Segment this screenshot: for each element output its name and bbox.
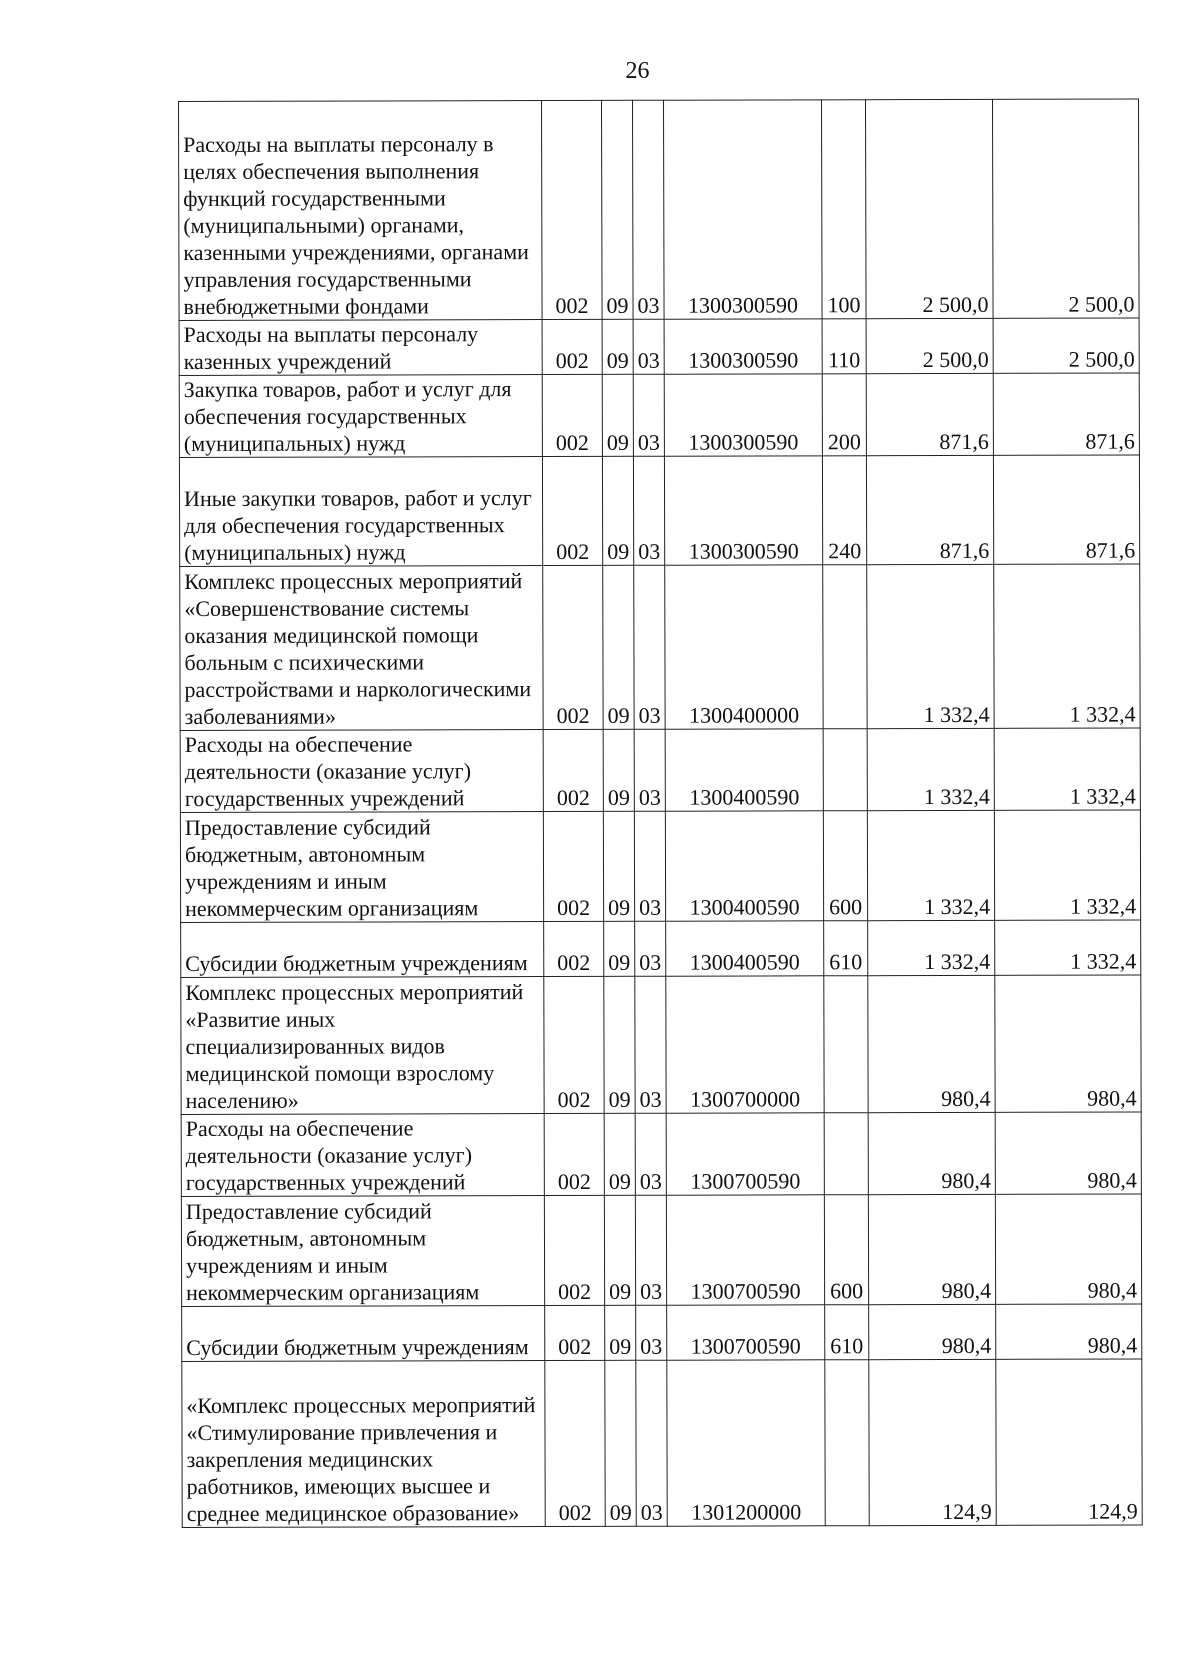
row-vr: 600 xyxy=(824,1195,868,1305)
row-name: Субсидии бюджетным учреждениям xyxy=(182,1306,545,1362)
row-name: Предоставление субсидий бюджетным, автономным учреждениям и иным некоммерческим организациям xyxy=(181,1196,544,1307)
row-ved: 002 xyxy=(544,1195,604,1305)
row-sum1: 871,6 xyxy=(866,373,993,455)
row-sum2: 1 332,4 xyxy=(994,810,1140,920)
row-vr: 110 xyxy=(822,319,866,374)
row-vr xyxy=(825,1360,869,1526)
page-number: 26 xyxy=(625,58,650,84)
row-rz: 09 xyxy=(604,921,635,976)
table-row xyxy=(181,975,1141,1115)
row-pr: 03 xyxy=(635,976,666,1113)
table-row xyxy=(181,1112,1141,1197)
row-sum1: 124,9 xyxy=(869,1359,996,1525)
row-sum2: 1 332,4 xyxy=(994,564,1140,728)
row-rz: 09 xyxy=(604,1195,635,1305)
row-vr: 100 xyxy=(821,100,866,319)
row-sum2: 871,6 xyxy=(993,455,1139,564)
row-vr: 200 xyxy=(822,374,866,456)
row-rz: 09 xyxy=(604,1113,635,1195)
row-sum1: 980,4 xyxy=(869,1304,996,1359)
row-ved: 002 xyxy=(542,319,602,374)
row-sum1: 1 332,4 xyxy=(867,728,994,810)
row-ved: 002 xyxy=(542,374,602,456)
row-sum2: 124,9 xyxy=(996,1359,1142,1525)
row-csr: 1300700590 xyxy=(666,1195,824,1305)
row-name: Комплекс процессных мероприятий «Развитие иных специализированных видов медицинской помощи взрослому населению» xyxy=(181,977,544,1115)
row-pr: 03 xyxy=(635,1195,666,1305)
row-rz: 09 xyxy=(604,976,635,1113)
table-row xyxy=(179,373,1139,458)
row-sum2: 980,4 xyxy=(995,975,1141,1112)
row-sum2: 1 332,4 xyxy=(994,728,1140,810)
row-ved: 002 xyxy=(543,729,603,811)
row-csr: 1300300590 xyxy=(663,100,822,319)
table-row xyxy=(180,810,1140,923)
budget-table xyxy=(178,98,1143,1528)
row-sum2: 2 500,0 xyxy=(992,99,1139,318)
row-name: Субсидии бюджетным учреждениям xyxy=(181,922,544,978)
row-sum2: 980,4 xyxy=(995,1112,1141,1194)
row-ved: 002 xyxy=(545,1360,605,1526)
row-csr: 1301200000 xyxy=(667,1360,825,1526)
row-ved: 002 xyxy=(545,1305,605,1360)
row-pr: 03 xyxy=(633,319,664,374)
table-row xyxy=(179,318,1139,376)
row-rz: 09 xyxy=(601,100,633,319)
row-sum2: 871,6 xyxy=(993,373,1139,455)
row-pr: 03 xyxy=(634,729,665,811)
table-row xyxy=(182,1359,1142,1528)
row-sum1: 2 500,0 xyxy=(865,99,993,318)
table-row xyxy=(179,99,1140,321)
row-sum2: 980,4 xyxy=(996,1304,1142,1359)
row-rz: 09 xyxy=(602,374,633,456)
row-vr: 610 xyxy=(824,921,868,976)
row-csr: 1300400000 xyxy=(665,565,823,729)
row-rz: 09 xyxy=(605,1305,636,1360)
row-sum1: 1 332,4 xyxy=(867,810,994,920)
row-ved: 002 xyxy=(544,921,604,976)
row-pr: 03 xyxy=(635,921,666,976)
row-pr: 03 xyxy=(633,374,664,456)
row-pr: 03 xyxy=(633,456,664,565)
row-name: Предоставление субсидий бюджетным, автономным учреждениям и иным некоммерческим организациям xyxy=(180,812,543,923)
table-row xyxy=(182,1304,1142,1362)
row-sum2: 980,4 xyxy=(995,1194,1141,1304)
row-ved: 002 xyxy=(543,811,603,921)
row-name: Комплекс процессных мероприятий «Совершенствование системы оказания медицинской помощи больным с психическими расстройствами и наркологическими заболеваниями» xyxy=(180,566,543,731)
row-csr: 1300300590 xyxy=(664,456,822,565)
row-sum1: 980,4 xyxy=(868,975,995,1112)
row-rz: 09 xyxy=(602,319,633,374)
table-row xyxy=(180,728,1140,813)
row-rz: 09 xyxy=(603,729,634,811)
row-ved: 002 xyxy=(544,976,604,1113)
row-pr: 03 xyxy=(632,100,664,319)
table-row xyxy=(181,920,1141,978)
row-pr: 03 xyxy=(636,1360,667,1526)
row-vr: 600 xyxy=(823,811,867,921)
row-csr: 1300300590 xyxy=(664,319,822,374)
row-vr xyxy=(824,1113,868,1195)
row-name: Расходы на выплаты персоналу казенных учреждений xyxy=(179,320,542,376)
row-vr xyxy=(823,565,867,729)
row-csr: 1300700590 xyxy=(667,1305,825,1360)
row-name: Расходы на выплаты персоналу в целях обеспечения выполнения функций государственными (муниципальными) органами, казенными учреждениями, органами управления государственными внебюджетными фондами xyxy=(179,101,543,321)
row-name: «Комплекс процессных мероприятий «Стимулирование привлечения и закрепления медицинских работников, имеющих высшее и среднее медицинское образование» xyxy=(182,1361,545,1528)
row-rz: 09 xyxy=(605,1360,636,1526)
row-sum2: 1 332,4 xyxy=(995,920,1141,975)
row-name: Иные закупки товаров, работ и услуг для обеспечения государственных (муниципальных) нужд xyxy=(179,457,542,567)
row-vr: 610 xyxy=(825,1305,869,1360)
table-row xyxy=(179,455,1139,567)
row-vr xyxy=(824,976,868,1113)
row-csr: 1300300590 xyxy=(664,374,822,456)
row-ved: 002 xyxy=(543,565,603,729)
row-pr: 03 xyxy=(635,1113,666,1195)
row-sum1: 1 332,4 xyxy=(867,564,994,728)
row-csr: 1300400590 xyxy=(666,921,824,976)
row-name: Расходы на обеспечение деятельности (оказание услуг) государственных учреждений xyxy=(181,1114,544,1197)
row-name: Расходы на обеспечение деятельности (оказание услуг) государственных учреждений xyxy=(180,730,543,813)
row-csr: 1300700000 xyxy=(666,976,824,1113)
row-rz: 09 xyxy=(602,456,633,565)
row-csr: 1300700590 xyxy=(666,1113,824,1195)
row-sum1: 2 500,0 xyxy=(866,318,993,373)
row-sum1: 1 332,4 xyxy=(868,920,995,975)
row-ved: 002 xyxy=(542,456,602,565)
row-csr: 1300400590 xyxy=(665,811,823,921)
row-pr: 03 xyxy=(636,1305,667,1360)
row-vr xyxy=(823,729,867,811)
row-pr: 03 xyxy=(634,811,665,921)
row-sum1: 871,6 xyxy=(866,455,993,564)
row-csr: 1300400590 xyxy=(665,729,823,811)
row-rz: 09 xyxy=(603,811,634,921)
row-sum1: 980,4 xyxy=(868,1112,995,1194)
row-ved: 002 xyxy=(542,100,603,319)
table-row xyxy=(181,1194,1141,1307)
row-name: Закупка товаров, работ и услуг для обеспечения государственных (муниципальных) нужд xyxy=(179,375,542,458)
row-sum2: 2 500,0 xyxy=(993,318,1139,373)
row-ved: 002 xyxy=(544,1113,604,1195)
table-row xyxy=(180,564,1140,731)
row-vr: 240 xyxy=(822,456,866,565)
row-rz: 09 xyxy=(603,565,634,729)
row-pr: 03 xyxy=(634,565,665,729)
row-sum1: 980,4 xyxy=(868,1194,995,1304)
